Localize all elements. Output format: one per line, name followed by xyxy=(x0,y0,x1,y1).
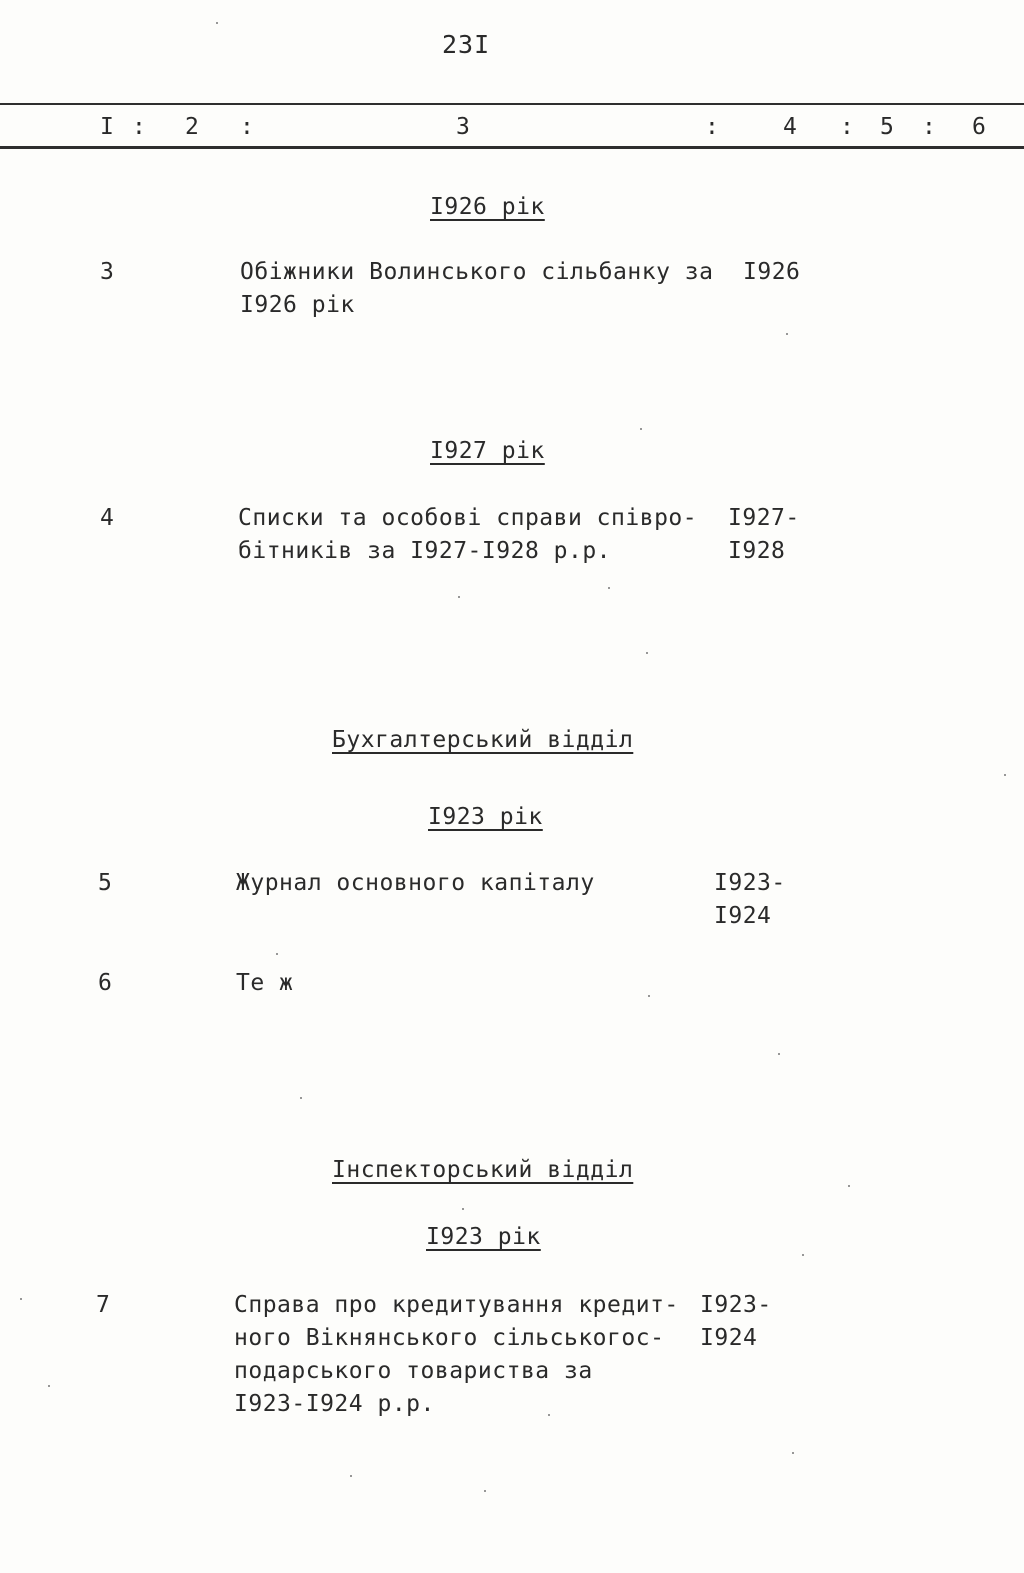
scan-speckle xyxy=(786,333,788,335)
scan-speckle xyxy=(548,1414,550,1416)
scan-speckle xyxy=(648,995,650,997)
table-header-bottom-rule xyxy=(0,146,1024,149)
column-separator: : xyxy=(840,114,854,140)
scan-speckle xyxy=(802,1254,804,1256)
scan-speckle xyxy=(484,1490,486,1492)
entry-number-4: 4 xyxy=(100,505,115,531)
scan-speckle xyxy=(1004,774,1006,776)
section-year-1926: I926 рік xyxy=(430,194,545,220)
entry-date-line: I923- xyxy=(700,1292,772,1318)
entry-date-line: I927- xyxy=(728,505,800,531)
scan-speckle xyxy=(20,1298,22,1300)
scan-speckle xyxy=(462,1208,464,1210)
column-header-6: 6 xyxy=(972,114,986,140)
entry-title-line: I923-I924 р.р. xyxy=(234,1391,435,1417)
section-department-inspection: Інспекторський відділ xyxy=(332,1157,634,1183)
column-header-4: 4 xyxy=(783,114,797,140)
scan-speckle xyxy=(276,953,278,955)
table-header-top-rule xyxy=(0,103,1024,105)
column-header-5: 5 xyxy=(880,114,894,140)
entry-title-line: бітників за I927-I928 р.р. xyxy=(238,538,612,564)
entry-title-line: Обіжники Волинського сільбанку за xyxy=(240,259,714,285)
scan-speckle xyxy=(350,1475,352,1477)
entry-number-3: 3 xyxy=(100,259,115,285)
entry-title-line: ного Вікнянського сільськогос- xyxy=(234,1325,665,1351)
column-separator: : xyxy=(922,114,936,140)
entry-date-line: I924 xyxy=(700,1325,758,1351)
section-department-accounting: Бухгалтерський відділ xyxy=(332,727,634,753)
column-header-1: I xyxy=(100,114,114,140)
column-separator: : xyxy=(705,114,719,140)
entry-date-line: I928 xyxy=(728,538,786,564)
entry-title-line: Журнал основного капіталу xyxy=(236,870,595,896)
section-year-1923: I923 рік xyxy=(426,1224,541,1250)
column-header-2: 2 xyxy=(185,114,199,140)
entry-title-line: подарського товариства за xyxy=(234,1358,593,1384)
entry-title-line: I926 рік xyxy=(240,292,355,318)
scan-speckle xyxy=(458,596,460,598)
section-year-1927: I927 рік xyxy=(430,438,545,464)
section-year-1923: I923 рік xyxy=(428,804,543,830)
scan-speckle xyxy=(646,652,648,654)
entry-title-line: Справа про кредитування кредит- xyxy=(234,1292,679,1318)
scan-speckle xyxy=(848,1185,850,1187)
column-separator: : xyxy=(240,114,254,140)
scan-speckle xyxy=(216,22,218,24)
entry-number-5: 5 xyxy=(98,870,113,896)
entry-number-6: 6 xyxy=(98,970,113,996)
scan-speckle xyxy=(792,1452,794,1454)
scan-speckle xyxy=(640,428,642,430)
scan-speckle xyxy=(608,587,610,589)
entry-date-line: I924 xyxy=(714,903,772,929)
column-header-3: 3 xyxy=(456,114,470,140)
page-number: 23I xyxy=(442,30,491,59)
scan-speckle xyxy=(300,1097,302,1099)
entry-date-line: I923- xyxy=(714,870,786,896)
entry-number-7: 7 xyxy=(96,1292,111,1318)
entry-title-line: Те ж xyxy=(236,970,294,996)
entry-date-line: I926 xyxy=(743,259,801,285)
column-separator: : xyxy=(132,114,146,140)
entry-title-line: Списки та особові справи співро- xyxy=(238,505,698,531)
scan-speckle xyxy=(48,1385,50,1387)
scan-speckle xyxy=(778,1053,780,1055)
